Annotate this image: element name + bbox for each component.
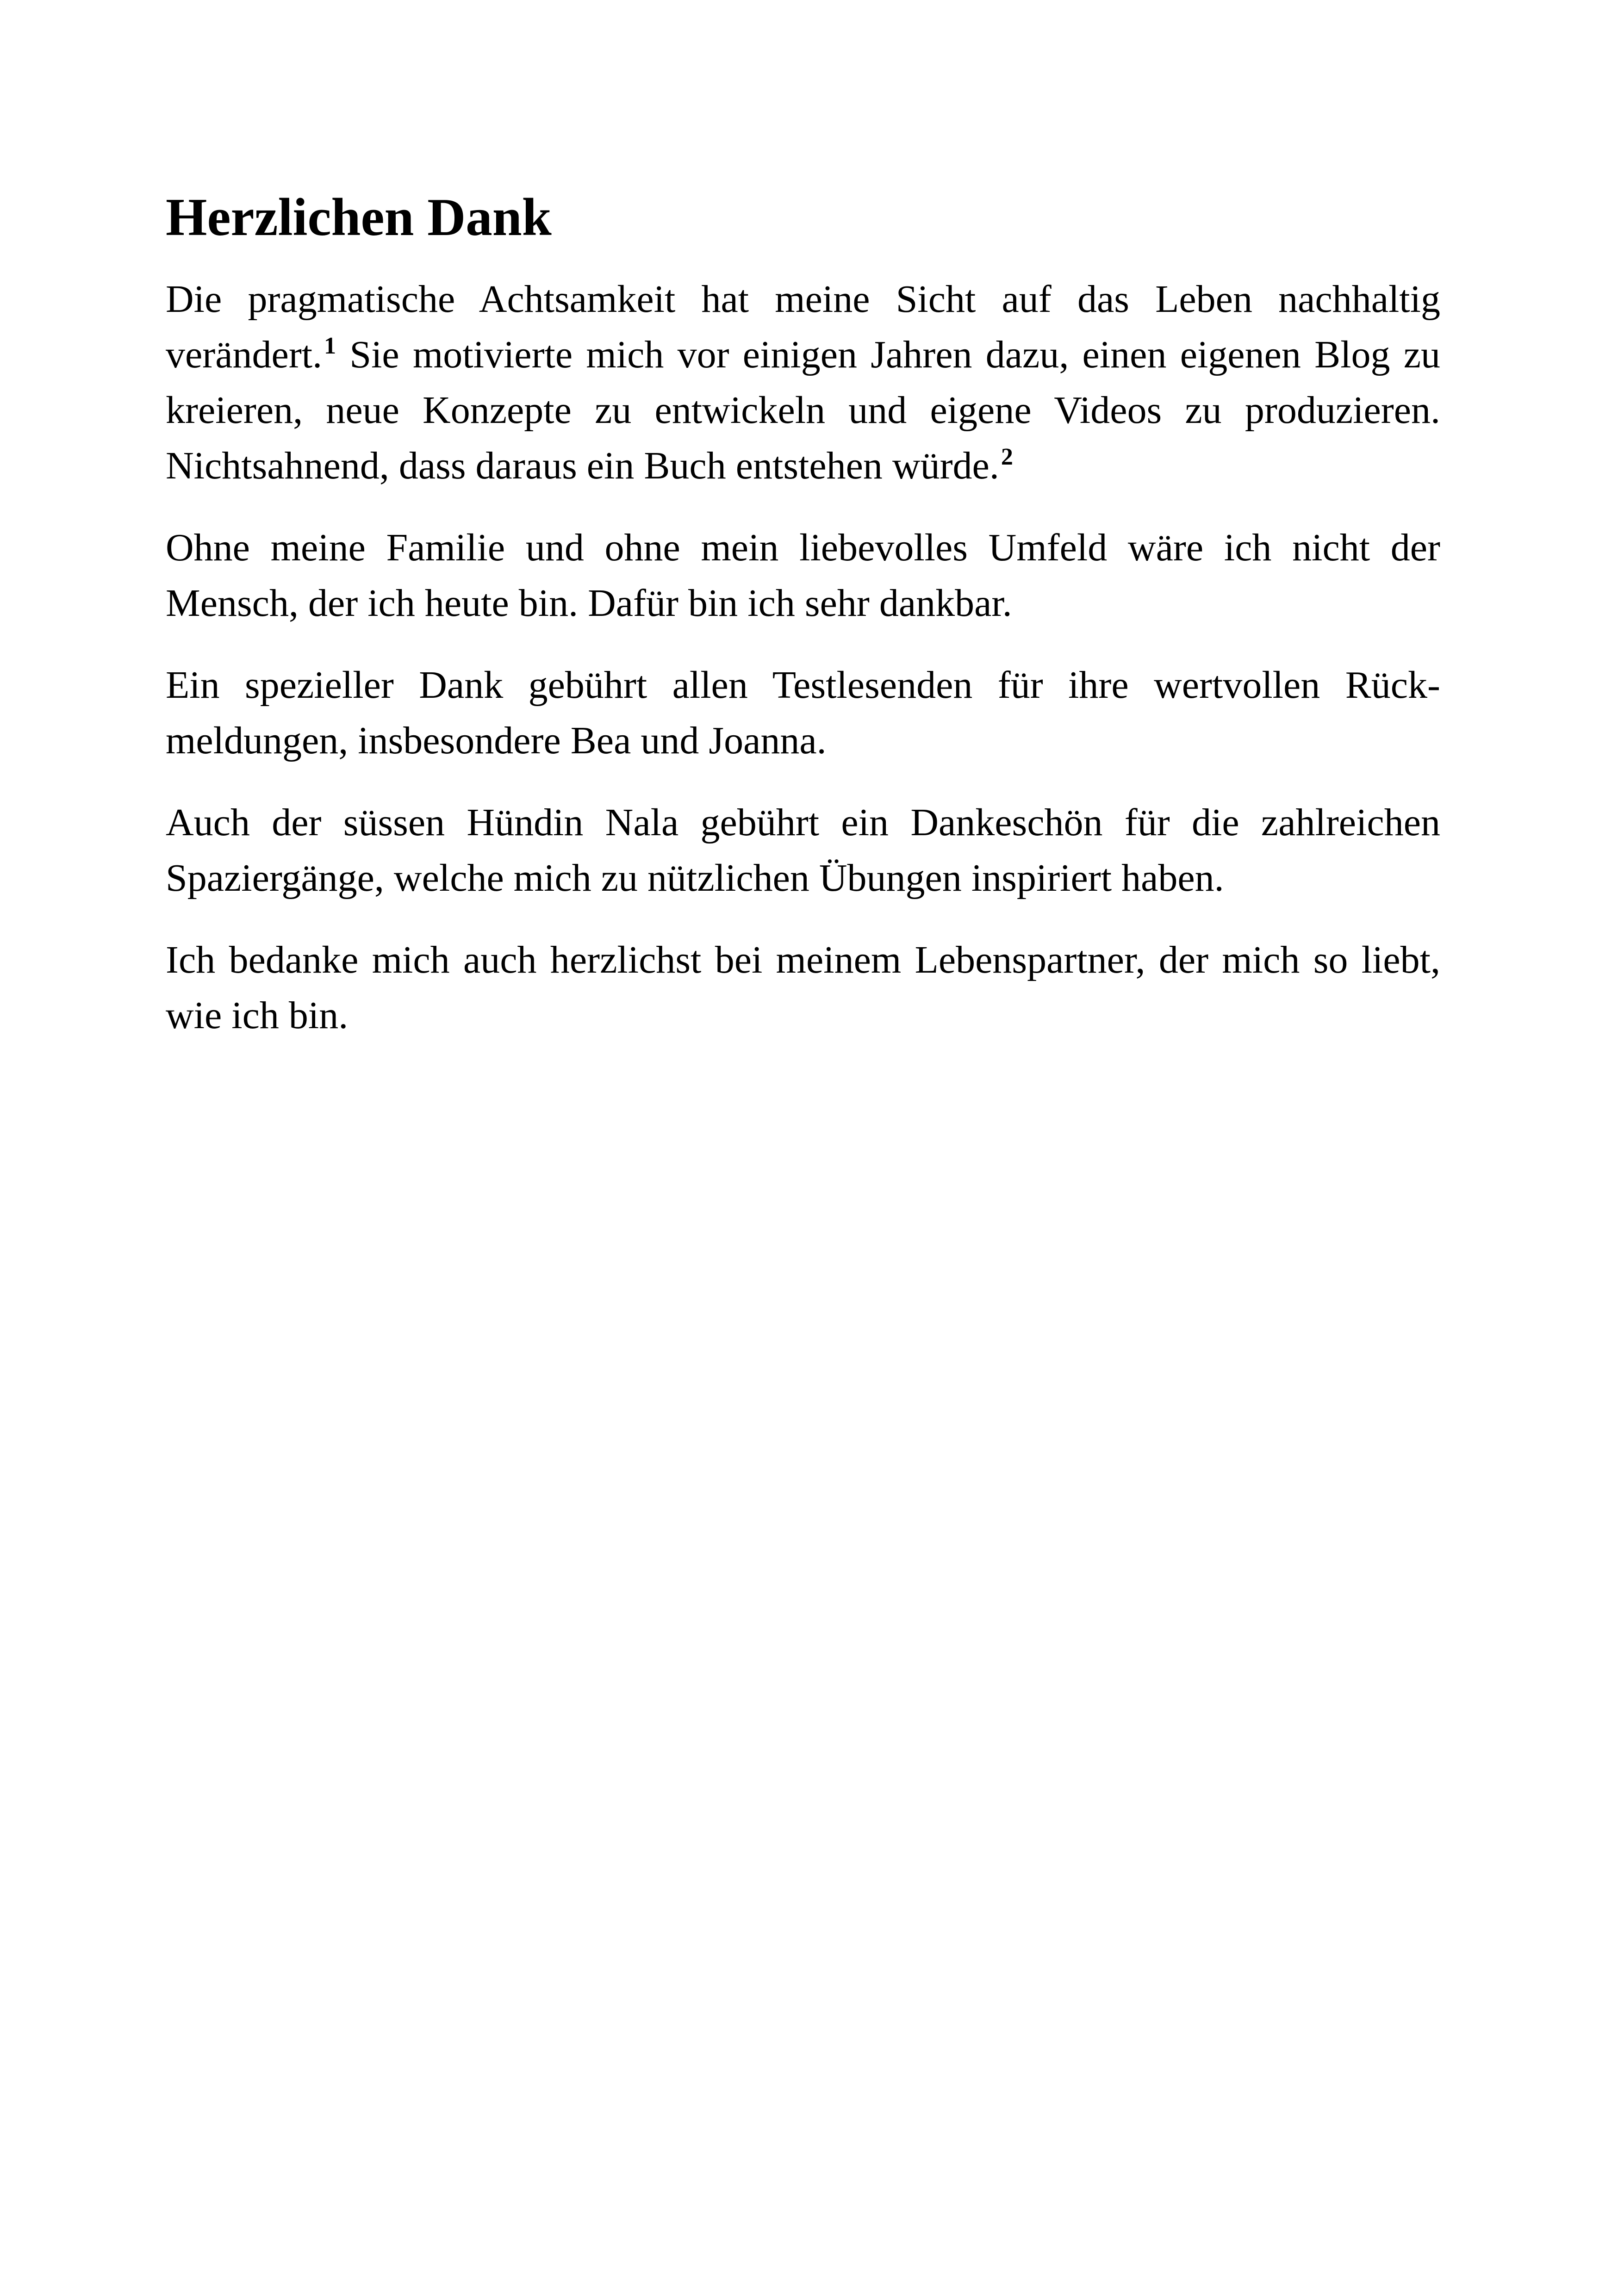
paragraph-5: Ich bedanke mich auch herzlichst bei meinem Lebenspartner, der mich so liebt, wie ich bin. bbox=[166, 938, 1440, 1037]
footnote-marker-2[interactable]: 2 bbox=[1001, 444, 1013, 470]
footnote-marker-1[interactable]: 1 bbox=[324, 333, 336, 359]
page-title: Herzlichen Dank bbox=[166, 188, 552, 247]
paragraph-3: Ein spezieller Dank gebührt allen Testlesenden für ihre wertvollen Rückmeldungen, insbesondere Bea und Joanna. bbox=[166, 664, 1440, 762]
paragraph-1-text-b: Sie motivierte mich vor einigen Jahren dazu, einen eigenen Blog zu kreieren, neue Konzepte zu entwickeln und eigene Videos zu produzieren. Nichtsahnend, dass daraus ein Buch entstehen würde. bbox=[166, 333, 1440, 487]
paragraph-2: Ohne meine Familie und ohne mein liebevolles Umfeld wäre ich nicht der Mensch, der ich heute bin. Dafür bin ich sehr dankbar. bbox=[166, 526, 1440, 625]
paragraph-1 bbox=[166, 272, 1440, 494]
paragraph-4: Auch der süssen Hündin Nala gebührt ein Dankeschön für die zahlreichen Spaziergänge, welche mich zu nützlichen Übungen inspiriert haben. bbox=[166, 801, 1440, 900]
paragraph-1-text-a: Die pragmatische Achtsamkeit hat meine Sicht auf das Leben nachhaltig verändert. bbox=[166, 278, 1440, 376]
page-content bbox=[166, 183, 1440, 1070]
